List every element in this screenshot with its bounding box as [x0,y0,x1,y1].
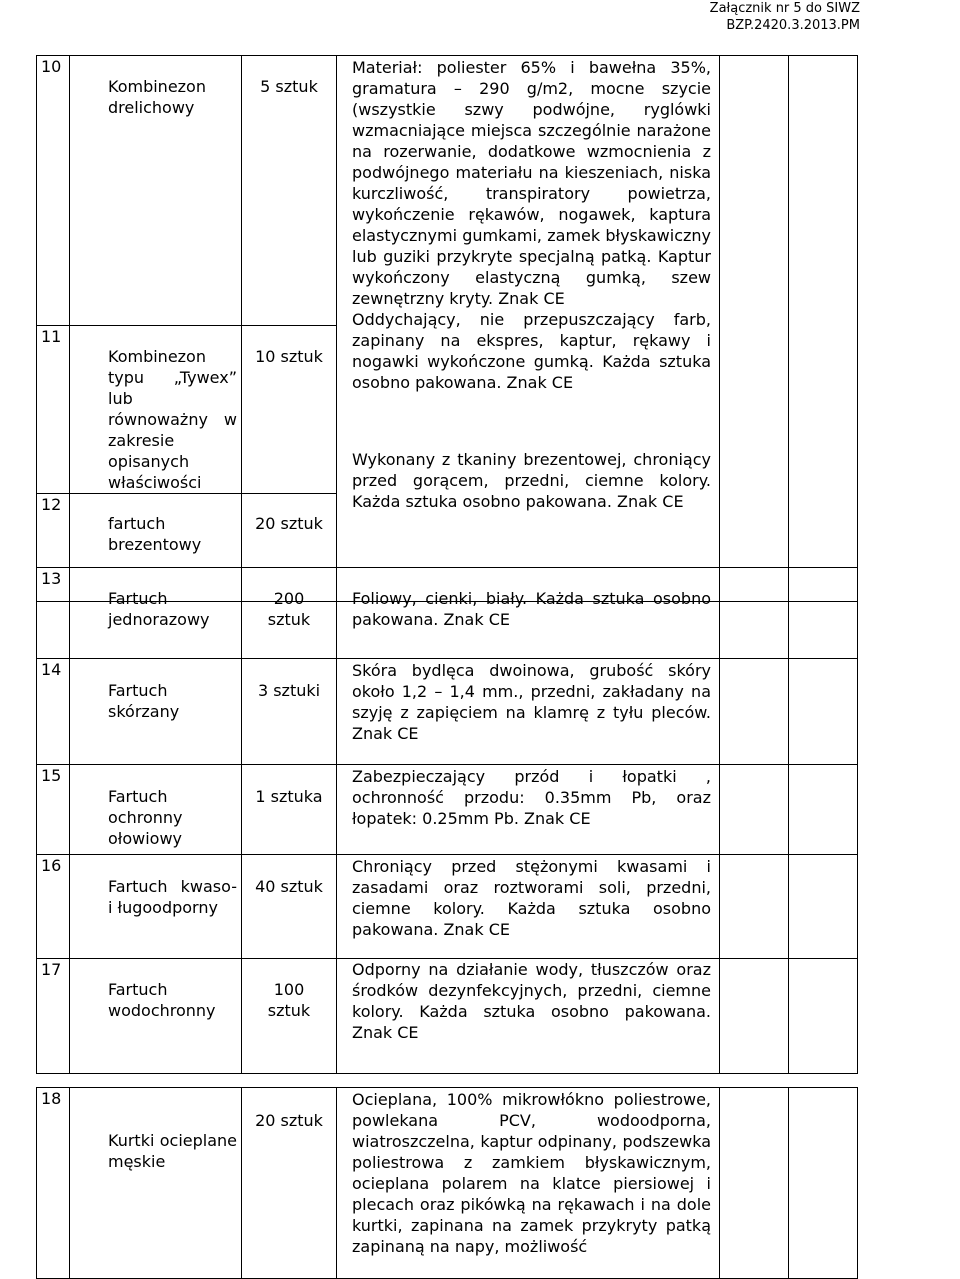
document-header [710,0,860,34]
table-row [37,959,858,1074]
empty-cell [789,568,858,659]
row-number: 18 [37,1088,70,1279]
table-row [37,659,858,765]
item-name: Fartuch ochronny ołowiowy [70,765,242,855]
empty-cell [789,659,858,765]
item-description: Zabezpieczający przód i łopatki , ochronność przodu: 0.35mm Pb, oraz łopatek: 0.25mm Pb. Znak CE [337,765,720,855]
empty-cell [720,1088,789,1279]
item-quantity: 200 sztuk [242,568,337,659]
empty-cell [789,56,858,602]
table-row [37,765,858,855]
item-name: Fartuch kwaso- i ługoodporny [70,855,242,959]
items-table-1 [36,55,858,602]
item-quantity: 1 sztuka [242,765,337,855]
item-quantity: 3 sztuki [242,659,337,765]
item-name: Kombinezon typu „Tywex” lub równoważny w zakresie opisanych właściwości [70,326,242,494]
item-description: Odporny na działanie wody, tłuszczów oraz środków dezynfekcyjnych, przedni, ciemne kolory. Każda sztuka osobno pakowana. Znak CE [337,959,720,1074]
item-name: Fartuch jednorazowy [70,568,242,659]
item-name: Fartuch wodochronny [70,959,242,1074]
empty-cell [789,765,858,855]
item-description: Materiał: poliester 65% i bawełna 35%, gramatura – 290 g/m2, mocne szycie (wszystkie szwy podwójne, ryglówki wzmacniające miejsca szczególnie narażone na rozerwanie, dodatkowe wzmocnienia z podwójnego materiału na kieszeniach, niska kurczliwość, transpiratory powietrza, wykończenie rękawów, nogawek, kaptura elastycznymi gumkami, zamek błyskawiczny lub guziki przykryte specjalną patką. Kaptur wykończony elastyczną gumką, szew zewnętrzny kryty. Znak CE [352,58,711,308]
row-number: 15 [37,765,70,855]
empty-cell [789,1088,858,1279]
row-number: 16 [37,855,70,959]
row-number: 17 [37,959,70,1074]
empty-cell [720,568,789,659]
empty-cell [720,855,789,959]
row-number: 10 [37,56,70,326]
item-description: Oddychający, nie przepuszczający farb, zapinany na ekspres, kaptur, rękawy i nogawki wykończone gumką. Każda sztuka osobno pakowana. Znak CE [352,310,711,392]
item-description: Chroniący przed stężonymi kwasami i zasadami oraz roztworami soli, przedni, ciemne kolory. Każda sztuka osobno pakowana. Znak CE [337,855,720,959]
item-quantity: 40 sztuk [242,855,337,959]
table-row [37,56,858,326]
item-name: fartuch brezentowy [70,494,242,602]
item-quantity: 20 sztuk [242,1088,337,1279]
row-number: 11 [37,326,70,494]
item-name: Kurtki ocieplane męskie [70,1088,242,1279]
item-description: Foliowy, cienki, biały. Każda sztuka osobno pakowana. Znak CE [337,568,720,659]
table-row [37,1088,858,1279]
empty-cell [789,855,858,959]
item-description: Skóra bydlęca dwoinowa, grubość skóry około 1,2 – 1,4 mm., przedni, zakładany na szyję z zapięciem na klamrę z tyłu pleców. Znak CE [337,659,720,765]
item-description-group [337,56,720,602]
empty-cell [720,959,789,1074]
item-quantity: 5 sztuk [242,56,337,326]
item-name: Fartuch skórzany [70,659,242,765]
empty-cell [789,959,858,1074]
item-quantity: 10 sztuk [242,326,337,494]
item-quantity: 100 sztuk [242,959,337,1074]
empty-cell [720,56,789,602]
item-description: Wykonany z tkaniny brezentowej, chroniący przed gorącem, przedni, ciemne kolory. Każda sztuka osobno pakowana. Znak CE [352,450,711,511]
reference-number: BZP.2420.3.2013.PM [726,18,860,33]
empty-cell [720,765,789,855]
items-table-3 [36,1087,858,1279]
table-row [37,568,858,659]
table-row [37,855,858,959]
row-number: 14 [37,659,70,765]
items-table-2 [36,567,858,1074]
empty-cell [720,659,789,765]
item-name: Kombinezon drelichowy [70,56,242,326]
item-quantity: 20 sztuk [242,494,337,602]
item-description: Ocieplana, 100% mikrowłókno poliestrowe, powlekana PCV, wodoodporna, wiatroszczelna, kaptur odpinany, podszewka poliestrowa z zamkiem błyskawicznym, ocieplana polarem na klatce piersiowej i plecach oraz pikówką na rękawach i na dole kurtki, zapinana na zamek przykryty patką zapinaną na napy, możliwość [337,1088,720,1279]
row-number: 12 [37,494,70,602]
row-number: 13 [37,568,70,659]
attachment-label: Załącznik nr 5 do SIWZ [709,1,860,16]
